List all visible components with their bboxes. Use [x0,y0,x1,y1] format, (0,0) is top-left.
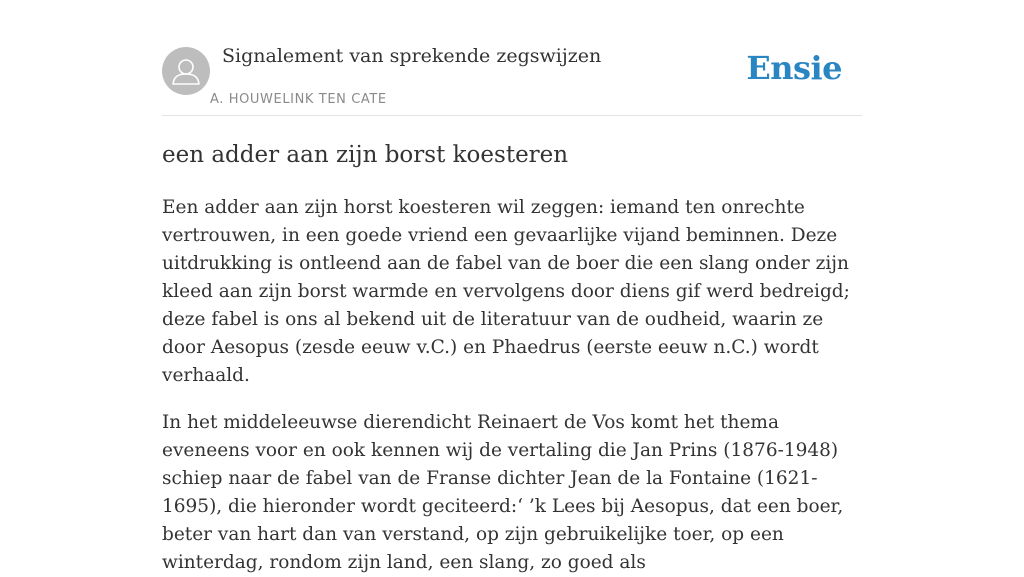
source-title[interactable]: Signalement van sprekende zegswijzen [222,45,602,67]
ensie-logo[interactable]: Ensie [746,49,842,87]
user-icon [162,47,210,95]
content-container [162,0,862,577]
entry-paragraph-2: In het middeleeuwse dierendicht Reinaert de Vos komt het thema eveneens voor en ook kennen wij de vertaling die Jan Prins (1876-1948) schiep naar de fabel van de Franse dichter Jean de la Fontaine (1621-1695), die hieronder wordt geciteerd:‘ ’k Lees bij Aesopus, dat een boer, beter van hart dan van verstand, op zijn gebruikelijke toer, op een winterdag, rondom zijn land, een slang, zo goed als [162,412,844,573]
author-name[interactable]: A. HOUWELINK TEN CATE [210,92,387,107]
entry-paragraph-1: Een adder aan zijn horst koesteren wil zeggen: iemand ten onrechte vertrouwen, in een goede vriend een gevaarlijke vijand beminnen. Deze uitdrukking is ontleend aan de fabel van de boer die een slang onder zijn kleed aan zijn borst warmde en vervolgens door diens gif werd bedreigd; deze fabel is ons al bekend uit de literatuur van de oudheid, waarin ze door Aesopus (zesde eeuw v.C.) en Phaedrus (eerste eeuw n.C.) wordt verhaald. [162,197,850,386]
entry-title: een adder aan zijn borst koesteren [162,142,569,168]
source-header [162,0,862,116]
avatar[interactable] [162,47,210,95]
